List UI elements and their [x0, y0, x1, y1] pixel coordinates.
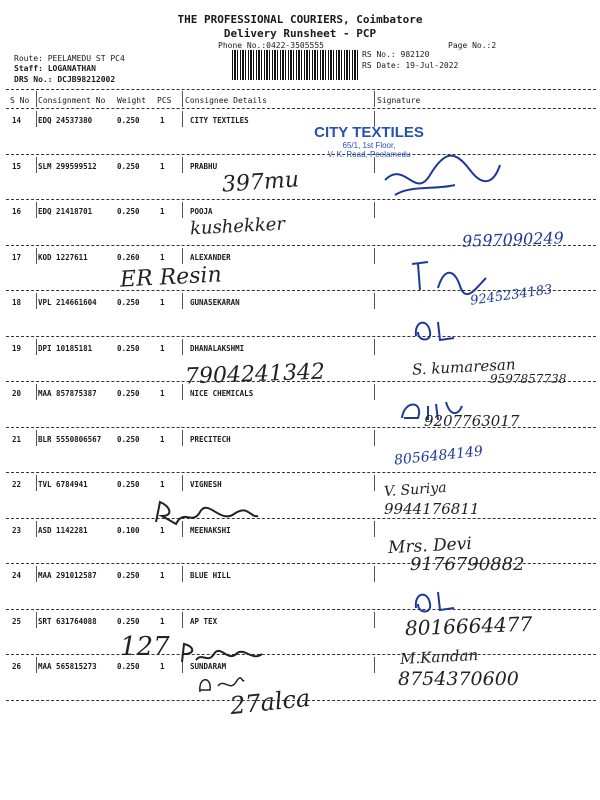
row-sno: 16	[12, 207, 22, 216]
row-consignment-number: MAA 291012587	[38, 571, 97, 580]
handwritten-phone: 9597090249	[461, 228, 565, 251]
row-consignment-number: ASD 1142281	[38, 525, 88, 535]
row-weight: 0.250	[117, 161, 140, 171]
col-divider	[182, 157, 183, 173]
row-consignment-number: VPL 214661604	[38, 298, 97, 307]
handwritten-name: ER Resin	[119, 262, 223, 293]
handwritten-phone: 9944176811	[384, 500, 480, 518]
row-weight: 0.250	[117, 207, 140, 216]
handwritten-signature	[196, 672, 246, 696]
col-divider	[36, 157, 37, 173]
col-divider	[36, 202, 37, 218]
row-pcs: 1	[160, 571, 165, 580]
col-divider	[374, 91, 375, 107]
col-divider	[36, 248, 37, 264]
col-divider	[36, 293, 37, 309]
runsheet-title: Delivery Runsheet - PCP	[223, 27, 377, 40]
handwritten-signature	[176, 640, 266, 668]
handwritten-number: 7904241342	[184, 359, 326, 390]
col-weight: Weight	[117, 96, 146, 105]
col-divider	[36, 91, 37, 107]
row-sno: 24	[12, 571, 22, 580]
row-consignee: PRABHU	[190, 161, 218, 171]
col-divider	[182, 293, 183, 309]
row-sno: 15	[12, 161, 22, 171]
row-consignment-number: MAA 565815273	[38, 662, 97, 671]
col-divider	[36, 612, 37, 628]
table-row	[0, 473, 600, 519]
row-sno: 26	[12, 662, 22, 671]
row-pcs: 1	[160, 298, 165, 307]
row-sno: 23	[12, 525, 22, 535]
col-divider	[182, 248, 183, 264]
col-divider	[182, 612, 183, 628]
row-sno: 25	[12, 616, 22, 626]
row-consignment-number: SLM 299599512	[38, 161, 97, 171]
row-consignee: PRECITECH	[190, 434, 231, 444]
row-pcs: 1	[160, 480, 165, 489]
handwritten-phone: 9245234183	[469, 282, 554, 309]
row-sno: 20	[12, 389, 22, 398]
handwritten-phone: 8016664477	[404, 611, 533, 641]
col-divider	[182, 111, 183, 127]
row-weight: 0.100	[117, 525, 140, 535]
col-divider	[36, 657, 37, 673]
row-weight: 0.250	[117, 662, 140, 671]
handwritten-phone: 9207763017	[424, 412, 520, 430]
row-pcs: 1	[160, 616, 165, 626]
row-consignee: VIGNESH	[190, 480, 222, 489]
col-divider	[36, 384, 37, 400]
col-pcs: PCS	[157, 96, 172, 105]
col-divider	[374, 430, 375, 446]
col-divider	[182, 430, 183, 446]
col-divider	[374, 339, 375, 355]
row-sno: 18	[12, 298, 22, 307]
col-divider	[36, 475, 37, 491]
col-divider	[182, 91, 183, 107]
col-divider	[374, 475, 375, 491]
handwritten-signature	[150, 498, 260, 528]
row-pcs: 1	[160, 434, 165, 444]
header-rule-top	[6, 89, 596, 90]
row-consignee: AP TEX	[190, 616, 218, 626]
col-divider	[182, 339, 183, 355]
barcode	[232, 50, 358, 80]
handwritten-signature	[375, 140, 505, 210]
handwritten-name: 397mu	[221, 167, 300, 198]
row-consignee: CITY TEXTILES	[190, 116, 249, 125]
row-consignee: GUNASEKARAN	[190, 298, 240, 307]
row-consignment-number: EDQ 21418701	[38, 207, 93, 216]
handwritten-name: S. kumaresan	[411, 355, 516, 379]
row-pcs: 1	[160, 389, 165, 398]
table-row	[0, 246, 600, 292]
col-signature: Signature	[377, 96, 421, 105]
col-divider	[374, 248, 375, 264]
row-sno: 17	[12, 252, 22, 262]
phone-number: Phone No.:0422-3505555	[218, 41, 324, 50]
handwritten-phone: 8754370600	[398, 668, 519, 690]
row-consignee: POOJA	[190, 207, 213, 216]
col-divider	[36, 566, 37, 582]
handwritten-signature	[412, 586, 462, 616]
row-consignee: NICE CHEMICALS	[190, 389, 254, 398]
handwritten-name: V. Suriya	[383, 479, 448, 501]
col-divider	[36, 339, 37, 355]
col-divider	[374, 521, 375, 537]
handwritten-phone: 8056484149	[393, 443, 484, 469]
stamp-line-1: 65/1, 1st Floor,	[342, 141, 396, 150]
row-pcs: 1	[160, 343, 165, 353]
row-weight: 0.250	[117, 389, 140, 398]
row-weight: 0.250	[117, 434, 140, 444]
rs-date: RS Date: 19-Jul-2022	[362, 61, 459, 70]
col-sno: S No	[10, 96, 30, 105]
col-divider	[374, 657, 375, 673]
handwritten-phone: 9597857738	[490, 372, 567, 386]
col-divider	[36, 521, 37, 537]
col-divider	[374, 612, 375, 628]
col-divider	[374, 566, 375, 582]
row-sno: 21	[12, 434, 22, 444]
company-title: THE PROFESSIONAL COURIERS, Coimbatore	[177, 13, 423, 26]
row-consignment-number: SRT 631764088	[38, 616, 97, 626]
row-pcs: 1	[160, 525, 165, 535]
handwritten-signature	[410, 312, 470, 346]
handwritten-signature	[410, 258, 490, 298]
row-consignment-number: KOD 1227611	[38, 252, 88, 262]
row-consignee: ALEXANDER	[190, 252, 231, 262]
table-row	[0, 428, 600, 474]
row-consignment-number: MAA 857875387	[38, 389, 97, 398]
col-divider	[182, 384, 183, 400]
handwritten-name: M.Kandan	[399, 645, 479, 669]
row-weight: 0.250	[117, 571, 140, 580]
stamp-title: CITY TEXTILES	[314, 124, 424, 141]
col-consignment: Consignment No	[38, 96, 106, 105]
row-pcs: 1	[160, 252, 165, 262]
row-consignment-number: DPI 10185181	[38, 343, 93, 353]
rs-number: RS No.: 982120	[362, 50, 430, 59]
row-pcs: 1	[160, 116, 165, 125]
col-divider	[182, 202, 183, 218]
col-divider	[36, 430, 37, 446]
row-pcs: 1	[160, 662, 165, 671]
row-weight: 0.250	[117, 616, 140, 626]
col-divider	[182, 475, 183, 491]
handwritten-phone: 9176790882	[410, 554, 525, 575]
row-sno: 19	[12, 343, 22, 353]
row-weight: 0.250	[117, 298, 140, 307]
table-row	[0, 155, 600, 201]
handwritten-name: 27alca	[228, 683, 312, 721]
staff-label: Staff: LOGANATHAN	[14, 64, 96, 73]
col-divider	[182, 566, 183, 582]
handwritten-number: 127	[120, 632, 170, 662]
row-weight: 0.250	[117, 343, 140, 353]
row-weight: 0.260	[117, 252, 140, 262]
row-consignment-number: EDQ 24537380	[38, 116, 93, 125]
row-consignee: BLUE HILL	[190, 571, 231, 580]
row-consignment-number: BLR 5550806567	[38, 434, 102, 444]
row-sno: 22	[12, 480, 22, 489]
row-consignee: MEENAKSHI	[190, 525, 231, 535]
row-pcs: 1	[160, 207, 165, 216]
handwritten-name: kushekker	[189, 213, 286, 240]
row-weight: 0.250	[117, 480, 140, 489]
table-row	[0, 109, 600, 155]
col-divider	[374, 293, 375, 309]
col-consignee: Consignee Details	[185, 96, 267, 105]
col-divider	[36, 111, 37, 127]
route-label: Route: PEELAMEDU ST PC4	[14, 54, 125, 63]
page-number: Page No.:2	[448, 41, 497, 50]
drs-number: DRS No.: DCJB98212002	[14, 75, 116, 84]
col-divider	[374, 384, 375, 400]
row-consignee: SUNDARAM	[190, 662, 227, 671]
stamp-line-2: V. K. Road, Peelamedu	[327, 150, 411, 159]
row-consignee: DHANALAKSHMI	[190, 343, 245, 353]
handwritten-name: Mrs. Devi	[387, 533, 473, 559]
row-sno: 14	[12, 116, 22, 125]
row-consignment-number: TVL 6784941	[38, 480, 88, 489]
row-pcs: 1	[160, 161, 165, 171]
row-weight: 0.250	[117, 116, 140, 125]
